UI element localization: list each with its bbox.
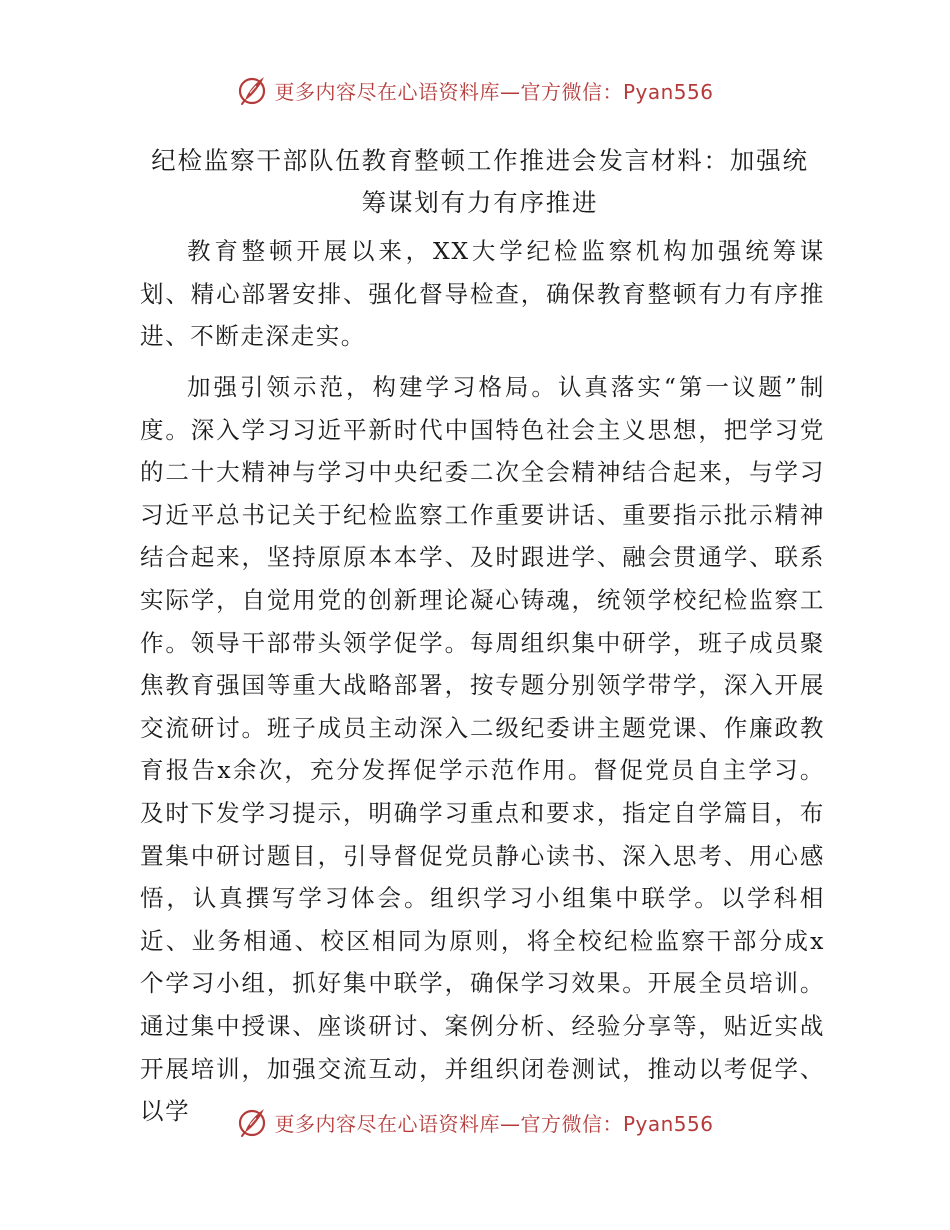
header-banner-text: 更多内容尽在心语资料库—官方微信：Pyan556 <box>274 79 714 104</box>
paragraph-study: 加强引领示范，构建学习格局。认真落实“第一议题”制度。深入学习习近平新时代中国特色社会主义思想，把学习党的二十大精神与学习中央纪委二次全会精神结合起来，与学习习近平总书记关于纪检监察工作重要讲话、重要指示批示精神结合起来，坚持原原本本学、及时跟进学、融会贯通学、联系实际学，自觉用党的创新理论凝心铸魂，统领学校纪检监察工作。领导干部带头领学促学。每周组织集中研学，班子成员聚焦教育强国等重大战略部署，按专题分别领学带学，深入开展交流研讨。班子成员主动深入二级纪委讲主题党课、作廉政教育报告x余次，充分发挥促学示范作用。督促党员自主学习。及时下发学习提示，明确学习重点和要求，指定自学篇目，布置集中研讨题目，引导督促党员静心读书、深入思考、用心感悟，认真撰写学习体会。组织学习小组集中联学。以学科相近、业务相通、校区相同为原则，将全校纪检监察干部分成x个学习小组，抓好集中联学，确保学习效果。开展全员培训。通过集中授课、座谈研讨、案例分析、经验分享等，贴近实战开展培训，加强交流互动，并组织闭卷测试，推动以考促学、以学 <box>140 373 825 1126</box>
feather-pen-icon <box>236 1106 268 1138</box>
feather-pen-icon <box>236 74 268 106</box>
document-title: 纪检监察干部队伍教育整顿工作推进会发言材料：加强统筹谋划有力有序推进 <box>151 146 809 217</box>
paragraph-intro: 教育整顿开展以来，XX大学纪检监察机构加强统筹谋划、精心部署安排、强化督导检查，确保教育整顿有力有序推进、不断走深走实。 <box>140 237 825 351</box>
footer-banner <box>0 1102 950 1142</box>
footer-banner-text: 更多内容尽在心语资料库—官方微信：Pyan556 <box>274 1111 714 1136</box>
header-banner <box>0 70 950 110</box>
